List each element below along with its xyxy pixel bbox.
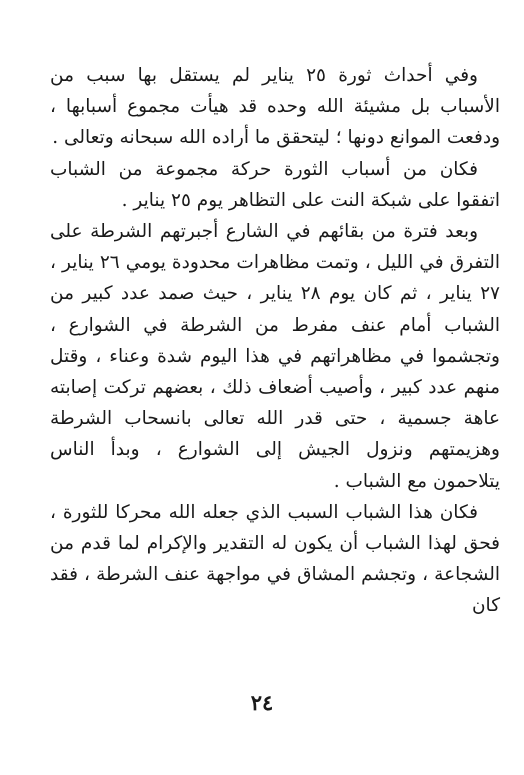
body-text [50,60,500,622]
paragraph-2: فكان من أسباب الثورة حركة مجموعة من الشباب اتفقوا على شبكة النت على التظاهر يوم ٢٥ يناير . [50,158,500,211]
paragraph-4: فكان هذا الشباب السبب الذي جعله الله محركا للثورة ، فحق لهذا الشباب أن يكون له التقدير والإكرام لما قدم من الشجاعة ، وتجشم المشاق في مواجهة عنف الشرطة ، فقد كان [50,501,500,617]
page-number: ٢٤ [250,690,274,715]
paragraph-1: وفي أحداث ثورة ٢٥ يناير لم يستقل بها سبب من الأسباب بل مشيئة الله وحده قد هيأت مجموع أسبابها ، ودفعت الموانع دونها ؛ ليتحقق ما أراده الله سبحانه وتعالى . [50,65,500,149]
paragraph-3: وبعد فترة من بقائهم في الشارع أجبرتهم الشرطة على التفرق في الليل ، وتمت مظاهرات محدودة يومي ٢٦ يناير ، ٢٧ يناير ، ثم كان يوم ٢٨ يناير ، حيث صمد عدد كبير من الشباب أمام عنف مفرط من الشرطة في الشوارع ، وتجشموا في مظاهراتهم في هذا اليوم شدة وعناء ، وقتل منهم عدد كبير ، وأصيب أضعاف ذلك ، بعضهم تركت إصابته عاهة جسمية ، حتى قدر الله تعالى بانسحاب الشرطة وهزيمتهم ونزول الجيش إلى الشوارع ، وبدأ الناس يتلاحمون مع الشباب . [50,221,500,492]
